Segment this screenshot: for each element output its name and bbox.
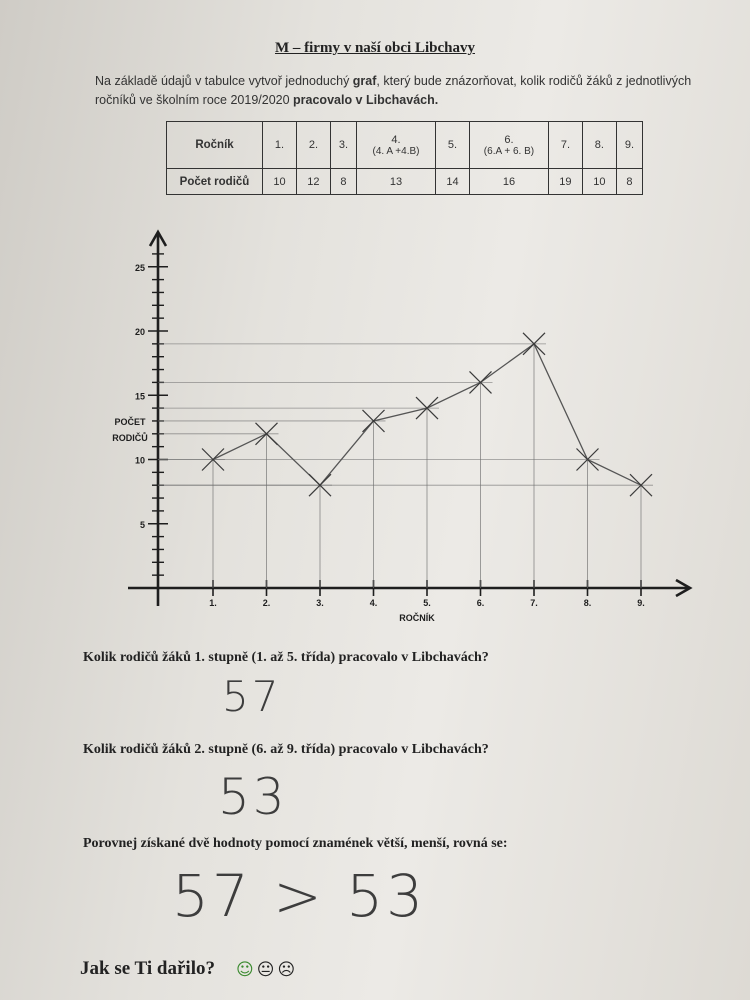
x-tick-label: 4. — [369, 598, 378, 608]
self-assessment-prompt: Jak se Ti dařilo? — [80, 958, 215, 979]
smiley-group — [236, 960, 298, 980]
x-tick-label: 7. — [530, 598, 538, 608]
table-cell-count: 8 — [616, 169, 642, 195]
y-tick-label: 15 — [134, 391, 145, 402]
answer-1: 57 — [222, 672, 282, 721]
instruction-bold2: pracovalo v Libchavách. — [293, 93, 439, 107]
table-cell-count: 13 — [357, 169, 436, 195]
table-header-count: Počet rodičů — [167, 169, 263, 195]
smiley-neutral-icon: 😐 — [256, 960, 275, 980]
table-cell-grade: 5. — [436, 122, 470, 169]
table-cell-grade: 9. — [616, 122, 642, 169]
y-tick-label: 10 — [134, 455, 145, 466]
x-tick-label: 9. — [637, 598, 645, 608]
table-cell-subgroup: (6.A + 6. B) — [483, 145, 535, 157]
table-cell-count: 16 — [469, 169, 548, 195]
table-cell-grade: 4. (4. A +4.B) — [357, 122, 436, 169]
table-cell-count: 10 — [582, 169, 616, 195]
y-tick-label: 20 — [134, 327, 145, 337]
x-axis-label: ROČNÍK — [399, 613, 435, 623]
x-tick-label: 3. — [316, 598, 324, 608]
table-cell-grade: 1. — [263, 122, 297, 169]
answer-2: 53 — [218, 768, 288, 826]
table-header-grade: Ročník — [167, 122, 263, 169]
smiley-sad-icon: ☹ — [277, 960, 296, 980]
table-cell-subgroup: (4. A +4.B) — [372, 145, 420, 157]
table-cell-grade: 3. — [330, 122, 356, 169]
y-tick-label: 5 — [139, 519, 145, 530]
instruction-part2: , který bude znázorňovat, kolik rodičů žáků z jednotlivých ročníků ve školním roce 2019/2020 — [95, 74, 692, 107]
question-3: Porovnej získané dvě hodnoty pomocí znamének větší, menší, rovná se: — [83, 836, 508, 851]
x-tick-label: 5. — [423, 598, 431, 608]
question-1: Kolik rodičů žáků 1. stupně (1. až 5. třída) pracovalo v Libchavách? — [83, 650, 489, 665]
x-tick-label: 6. — [476, 598, 485, 608]
table-cell-count: 19 — [548, 169, 582, 195]
table-cell-grade: 2. — [296, 122, 330, 169]
y-tick-label: 25 — [134, 262, 145, 273]
table-cell-count: 10 — [263, 169, 297, 195]
table-cell-grade: 6. (6.A + 6. B) — [469, 122, 548, 169]
x-tick-label: 8. — [583, 598, 592, 608]
table-cell-count: 12 — [296, 169, 330, 195]
table-cell-grade: 7. — [548, 122, 582, 169]
question-2: Kolik rodičů žáků 2. stupně (6. až 9. třída) pracovalo v Libchavách? — [83, 742, 489, 757]
y-axis-label: POČET — [114, 417, 146, 427]
x-tick-label: 1. — [209, 598, 217, 608]
smiley-happy-icon: ☺ — [236, 960, 254, 980]
page-title: M – firmy v naší obci Libchavy — [274, 40, 475, 56]
y-axis-label: RODIČŮ — [112, 433, 148, 443]
instruction-part1: Na základě údajů v tabulce vytvoř jednoduchý — [95, 74, 353, 88]
table-cell-count: 14 — [436, 169, 470, 195]
answer-3: 57 > 53 — [172, 862, 427, 930]
x-tick-label: 2. — [262, 598, 271, 608]
table-cell-count: 8 — [330, 169, 356, 195]
instruction-bold1: graf — [352, 74, 377, 88]
table-cell-grade: 8. — [582, 122, 616, 169]
